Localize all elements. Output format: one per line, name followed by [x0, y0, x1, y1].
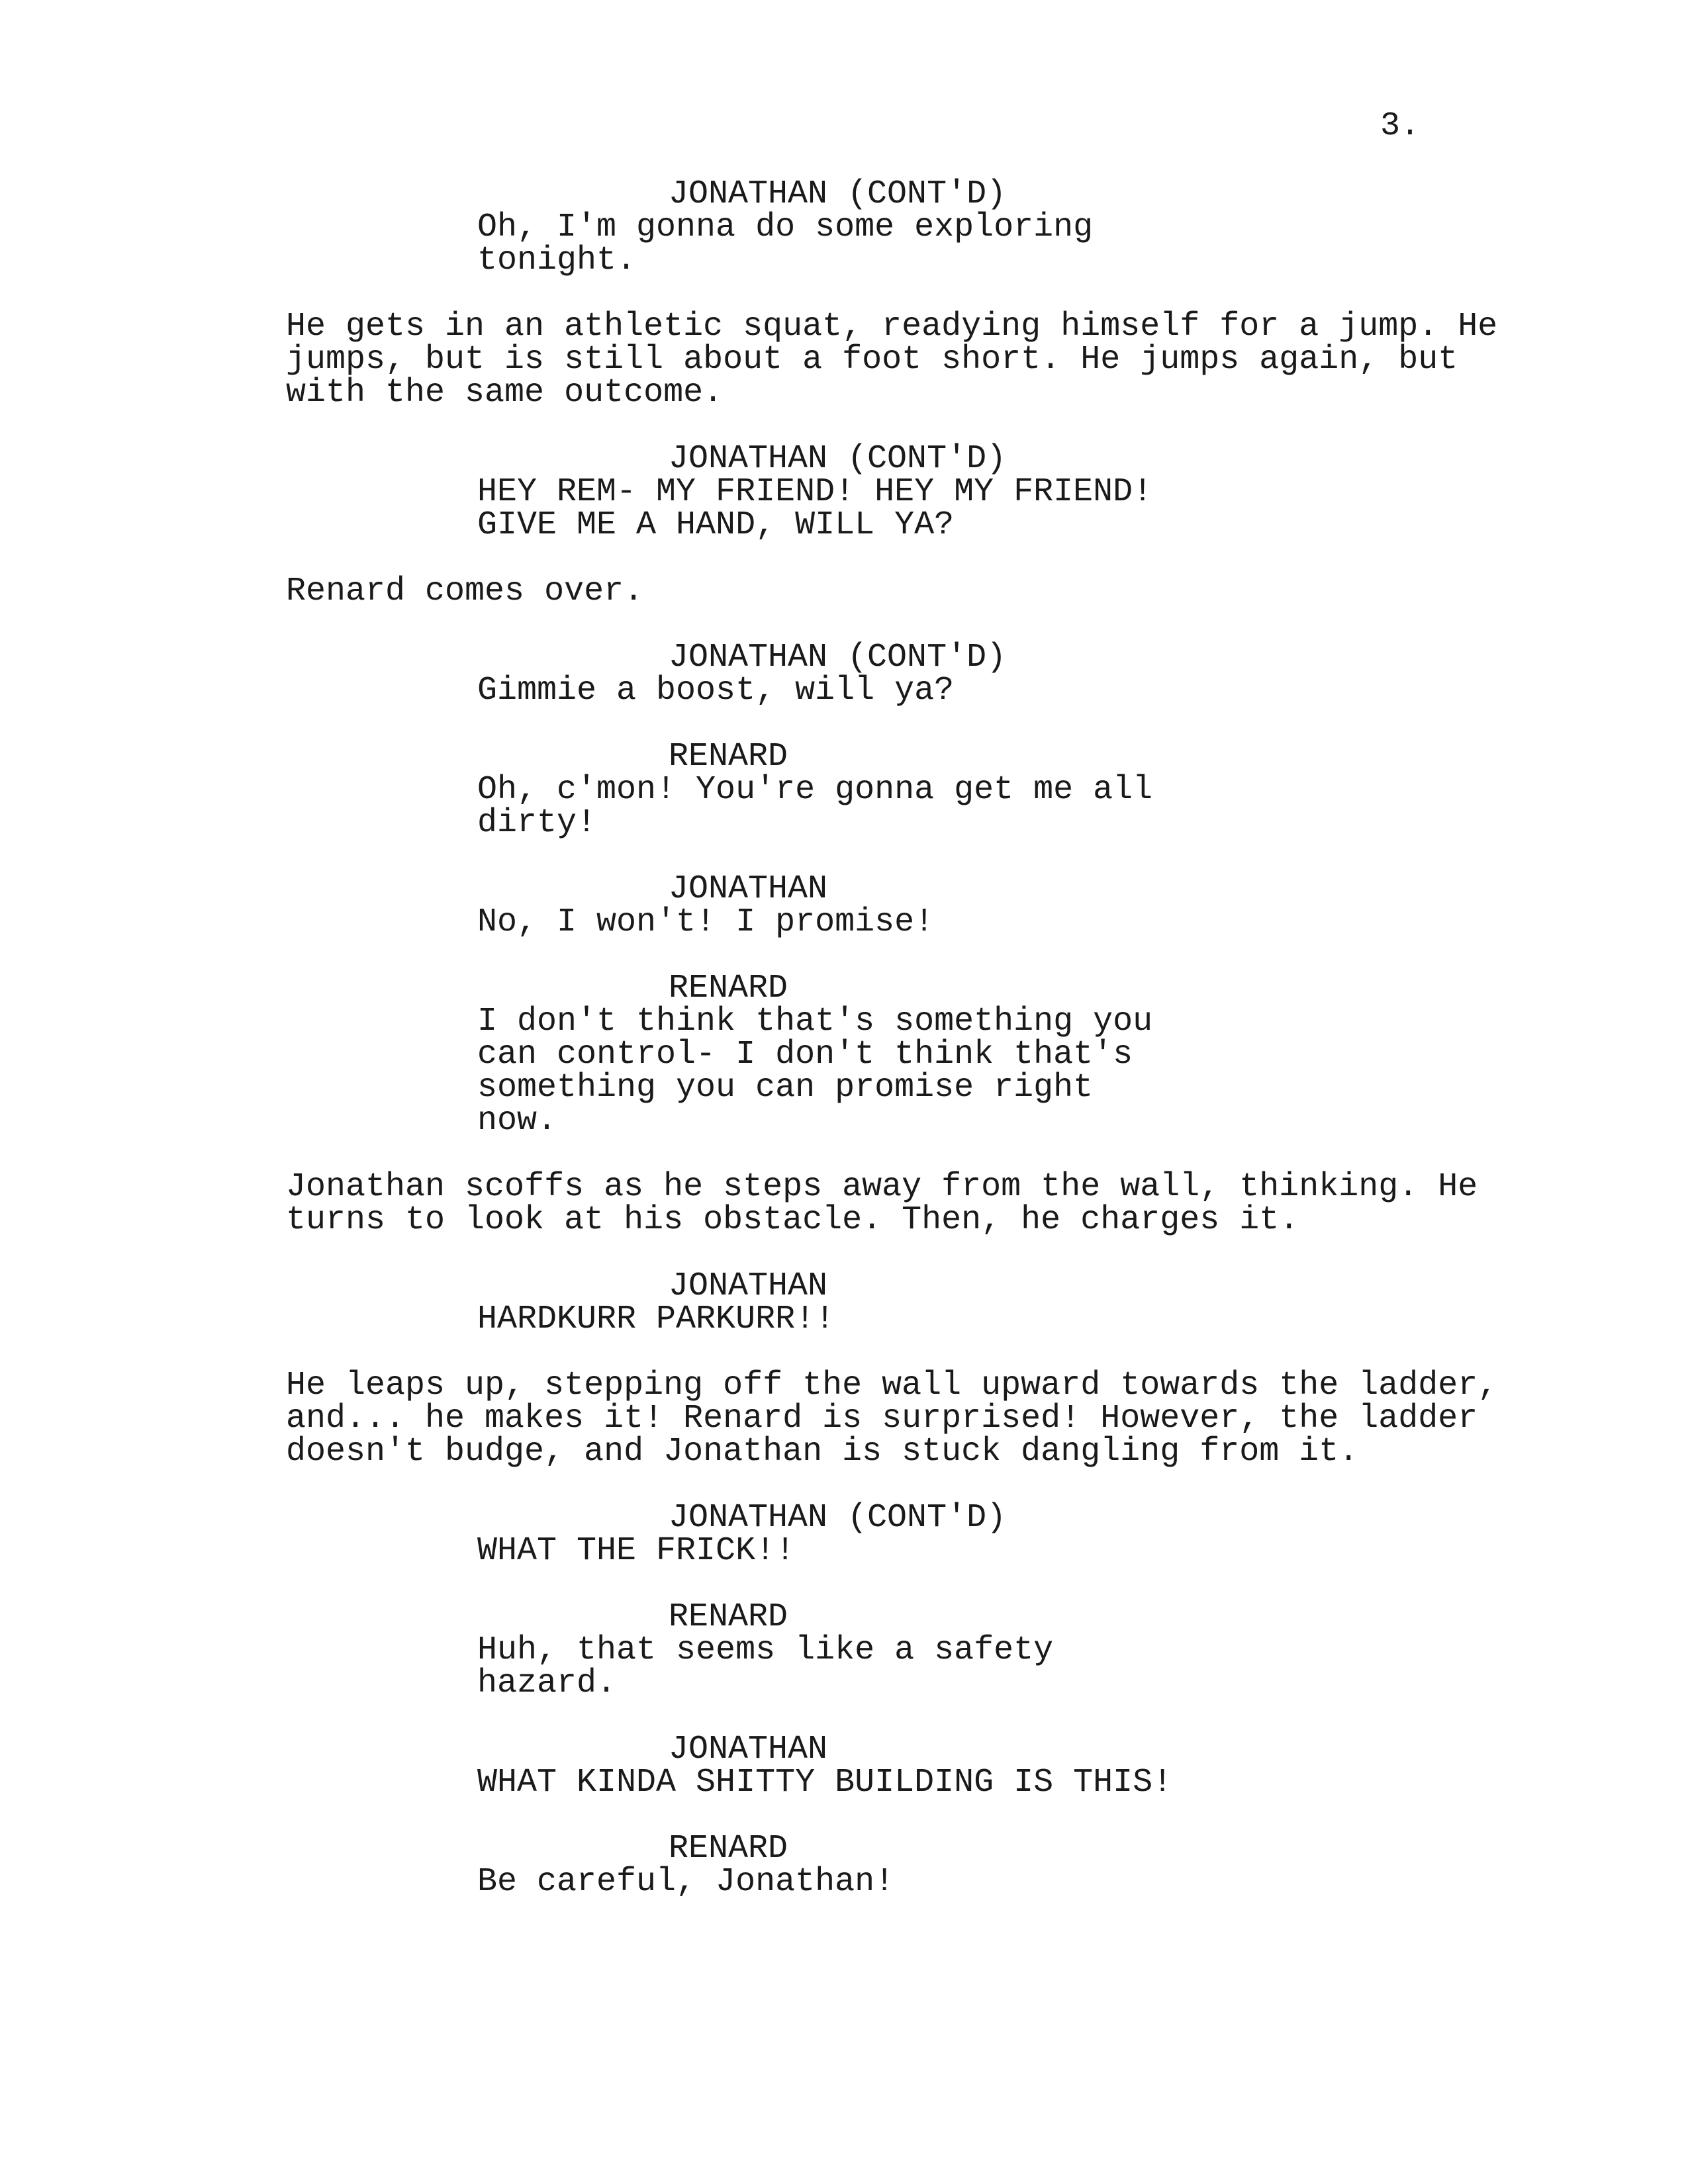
blank-line: [0, 608, 1688, 641]
action-line: with the same outcome.: [286, 374, 724, 412]
action-block: [0, 572, 1688, 610]
dialogue-line: HARDKURR PARKURR!!: [477, 1300, 835, 1338]
dialogue-line: Be careful, Jonathan!: [477, 1863, 895, 1901]
character-name: JONATHAN: [669, 1731, 828, 1768]
character-block: [0, 641, 1688, 674]
character-name: RENARD: [669, 970, 788, 1007]
blank-line: [0, 1237, 1688, 1270]
character-name: JONATHAN: [669, 1267, 828, 1305]
character-name: RENARD: [669, 1598, 788, 1636]
dialogue-line: GIVE ME A HAND, WILL YA?: [477, 506, 955, 544]
character-block: [0, 972, 1688, 1005]
character-name: JONATHAN (CONT'D): [669, 1499, 1007, 1537]
action-line: Jonathan scoffs as he steps away from the wall, thinking. He: [286, 1168, 1478, 1206]
dialogue-line: WHAT KINDA SHITTY BUILDING IS THIS!: [477, 1764, 1173, 1801]
blank-line: [0, 1138, 1688, 1171]
blank-line: [0, 1336, 1688, 1369]
character-block: [0, 1499, 1688, 1537]
action-block: [0, 1369, 1688, 1469]
dialogue-line: now.: [477, 1102, 557, 1140]
character-name: JONATHAN (CONT'D): [669, 639, 1007, 676]
dialogue-line: I don't think that's something you: [477, 1003, 1153, 1040]
character-block: [0, 440, 1688, 478]
dialogue-block: [0, 1300, 1688, 1338]
character-name: JONATHAN: [669, 870, 828, 908]
blank-line: [0, 277, 1688, 310]
dialogue-line: hazard.: [477, 1664, 617, 1702]
blank-line: [0, 542, 1688, 575]
action-block: [0, 310, 1688, 410]
character-name: JONATHAN (CONT'D): [669, 440, 1007, 478]
character-block: [0, 1267, 1688, 1305]
character-block: [0, 738, 1688, 776]
character-name: RENARD: [669, 738, 788, 776]
action-line: jumps, but is still about a foot short. He jumps again, but: [286, 341, 1458, 379]
dialogue-block: [0, 473, 1688, 544]
dialogue-block: [0, 1863, 1688, 1901]
dialogue-line: can control- I don't think that's: [477, 1036, 1133, 1073]
dialogue-line: dirty!: [477, 804, 597, 842]
action-line: He leaps up, stepping off the wall upward towards the ladder,: [286, 1367, 1498, 1404]
dialogue-line: Oh, c'mon! You're gonna get me all: [477, 771, 1153, 809]
dialogue-block: [0, 771, 1688, 842]
dialogue-block: [0, 1532, 1688, 1570]
character-block: [0, 175, 1688, 213]
character-block: [0, 1733, 1688, 1766]
dialogue-block: [0, 1766, 1688, 1799]
dialogue-block: [0, 1631, 1688, 1702]
blank-line: [0, 939, 1688, 972]
blank-line: [0, 1700, 1688, 1733]
action-line: Renard comes over.: [286, 572, 644, 610]
character-block: [0, 1830, 1688, 1868]
dialogue-line: Oh, I'm gonna do some exploring: [477, 208, 1094, 246]
action-block: [0, 1168, 1688, 1239]
dialogue-line: No, I won't! I promise!: [477, 903, 935, 941]
blank-line: [0, 1568, 1688, 1601]
action-line: doesn't budge, and Jonathan is stuck dangling from it.: [286, 1433, 1359, 1471]
dialogue-block: [0, 903, 1688, 941]
action-line: turns to look at his obstacle. Then, he charges it.: [286, 1201, 1299, 1239]
blank-line: [0, 840, 1688, 873]
dialogue-block: [0, 1005, 1688, 1138]
blank-line: [0, 1469, 1688, 1502]
dialogue-line: HEY REM- MY FRIEND! HEY MY FRIEND!: [477, 473, 1153, 511]
blank-line: [0, 410, 1688, 443]
dialogue-line: Huh, that seems like a safety: [477, 1631, 1054, 1669]
dialogue-line: Gimmie a boost, will ya?: [477, 672, 955, 709]
action-line: He gets in an athletic squat, readying himself for a jump. He: [286, 308, 1498, 345]
action-line: and... he makes it! Renard is surprised! However, the ladder: [286, 1400, 1478, 1437]
dialogue-line: WHAT THE FRICK!!: [477, 1532, 796, 1570]
blank-line: [0, 707, 1688, 741]
character-block: [0, 870, 1688, 908]
dialogue-block: [0, 674, 1688, 707]
dialogue-line: something you can promise right: [477, 1069, 1094, 1107]
page-number: 3.: [1380, 107, 1421, 145]
script-body: [0, 175, 1688, 1901]
character-block: [0, 1598, 1688, 1636]
character-name: RENARD: [669, 1830, 788, 1868]
dialogue-block: [0, 208, 1688, 279]
blank-line: [0, 1799, 1688, 1833]
character-name: JONATHAN (CONT'D): [669, 175, 1007, 213]
dialogue-line: tonight.: [477, 242, 637, 279]
